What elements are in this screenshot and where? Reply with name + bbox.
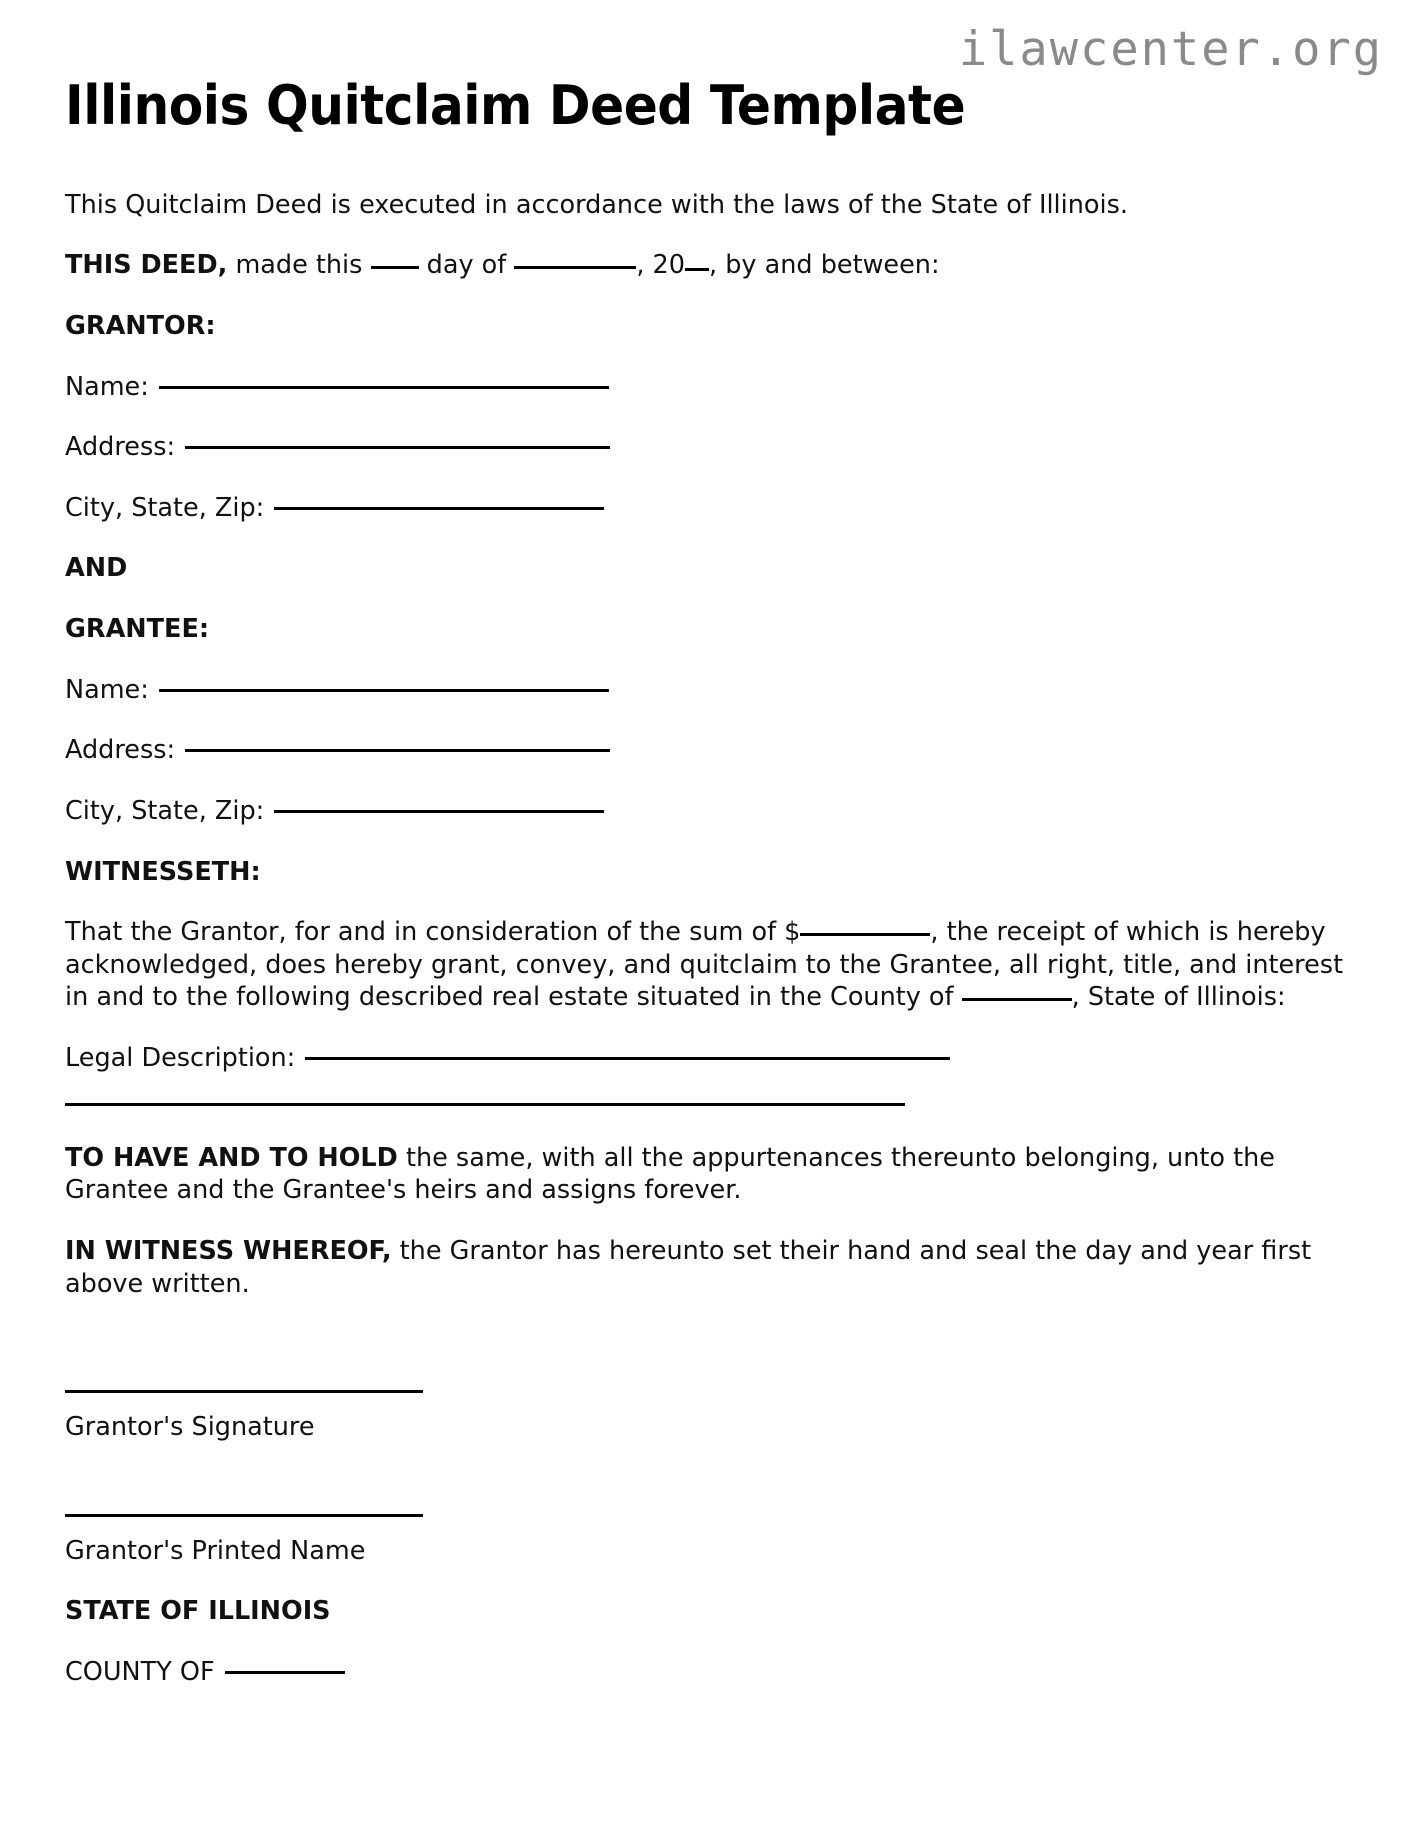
legal-description-label: Legal Description: (65, 1043, 296, 1074)
legal-description-continuation-input[interactable] (65, 1103, 905, 1106)
grantor-heading: GRANTOR: (65, 310, 216, 341)
witnesseth-heading: WITNESSETH: (65, 856, 261, 887)
signature-spacer-one (65, 1328, 1350, 1390)
year-blank[interactable] (685, 268, 709, 271)
grantee-csz-row (65, 795, 1350, 828)
grantor-printed-name-input[interactable] (65, 1514, 423, 1517)
state-of-illinois-label: STATE OF ILLINOIS (65, 1596, 331, 1627)
grantee-address-input[interactable] (185, 749, 610, 752)
consideration-sum-blank[interactable] (800, 933, 930, 936)
month-blank[interactable] (514, 266, 636, 269)
habendum-paragraph (65, 1142, 1350, 1207)
deed-lead-label: THIS DEED, (65, 250, 228, 281)
grantor-name-input[interactable] (159, 386, 609, 389)
grantee-csz-input[interactable] (274, 810, 604, 813)
grantee-heading: GRANTEE: (65, 614, 210, 645)
grantor-signature-label: Grantor's Signature (65, 1412, 315, 1443)
grantor-csz-input[interactable] (274, 507, 604, 510)
deed-part4-label: , by and between: (709, 250, 940, 281)
county-of-label: COUNTY OF (65, 1657, 215, 1688)
habendum-body-text: the same, with all the appurtenances thereunto belonging, unto the Grantee and the Grantee's heirs and assigns forever. (65, 1142, 1275, 1206)
grantor-name-label: Name: (65, 371, 149, 402)
grantee-address-label: Address: (65, 735, 176, 766)
county-of-row (65, 1656, 1350, 1689)
signature-spacer-two (65, 1472, 1350, 1514)
grantor-address-row (65, 431, 1350, 464)
grantor-csz-row (65, 492, 1350, 525)
legal-description-input[interactable] (305, 1057, 950, 1060)
witnesseth-part2-text: , the receipt of which is hereby acknowledged, does hereby grant, convey, and quitclaim to the Grantee, all right, title, and interest in and to the following described real estate situated in the County of (65, 917, 1344, 1013)
grantor-address-label: Address: (65, 432, 176, 463)
grantor-signature-input[interactable] (65, 1390, 423, 1393)
intro-paragraph: This Quitclaim Deed is executed in accordance with the laws of the State of Illinois. (65, 189, 1128, 220)
grantor-name-row (65, 371, 1350, 404)
site-watermark: ilawcenter.org (958, 22, 1383, 77)
county-blank[interactable] (962, 998, 1072, 1001)
in-witness-paragraph (65, 1235, 1350, 1300)
witnesseth-part1-text: That the Grantor, for and in consideration of the sum of $ (65, 917, 801, 948)
grantee-csz-label: City, State, Zip: (65, 795, 265, 826)
grantor-printed-name-label: Grantor's Printed Name (65, 1535, 366, 1566)
page-title: Illinois Quitclaim Deed Template (65, 74, 966, 137)
grantor-address-input[interactable] (185, 446, 610, 449)
habendum-lead-label: TO HAVE AND TO HOLD (65, 1142, 398, 1173)
and-divider-label: AND (65, 553, 128, 584)
deed-execution-line (65, 249, 1350, 282)
grantee-address-row (65, 734, 1350, 767)
deed-part1-label: made this (235, 250, 363, 281)
grantee-name-input[interactable] (159, 689, 609, 692)
county-of-input[interactable] (225, 1671, 345, 1674)
in-witness-body-text: the Grantor has hereunto set their hand and seal the day and year first above written. (65, 1235, 1312, 1299)
deed-part3-label: , 20 (636, 250, 686, 281)
grantor-csz-label: City, State, Zip: (65, 492, 265, 523)
grantee-name-row (65, 674, 1350, 707)
witnesseth-part3-text: , State of Illinois: (1071, 982, 1286, 1013)
in-witness-lead-label: IN WITNESS WHEREOF, (65, 1235, 392, 1266)
document-content (65, 74, 1350, 1717)
witnesseth-paragraph (65, 916, 1350, 1014)
day-blank[interactable] (371, 266, 419, 269)
deed-part2-label: day of (426, 250, 507, 281)
legal-description-row (65, 1042, 1350, 1075)
grantee-name-label: Name: (65, 674, 149, 705)
